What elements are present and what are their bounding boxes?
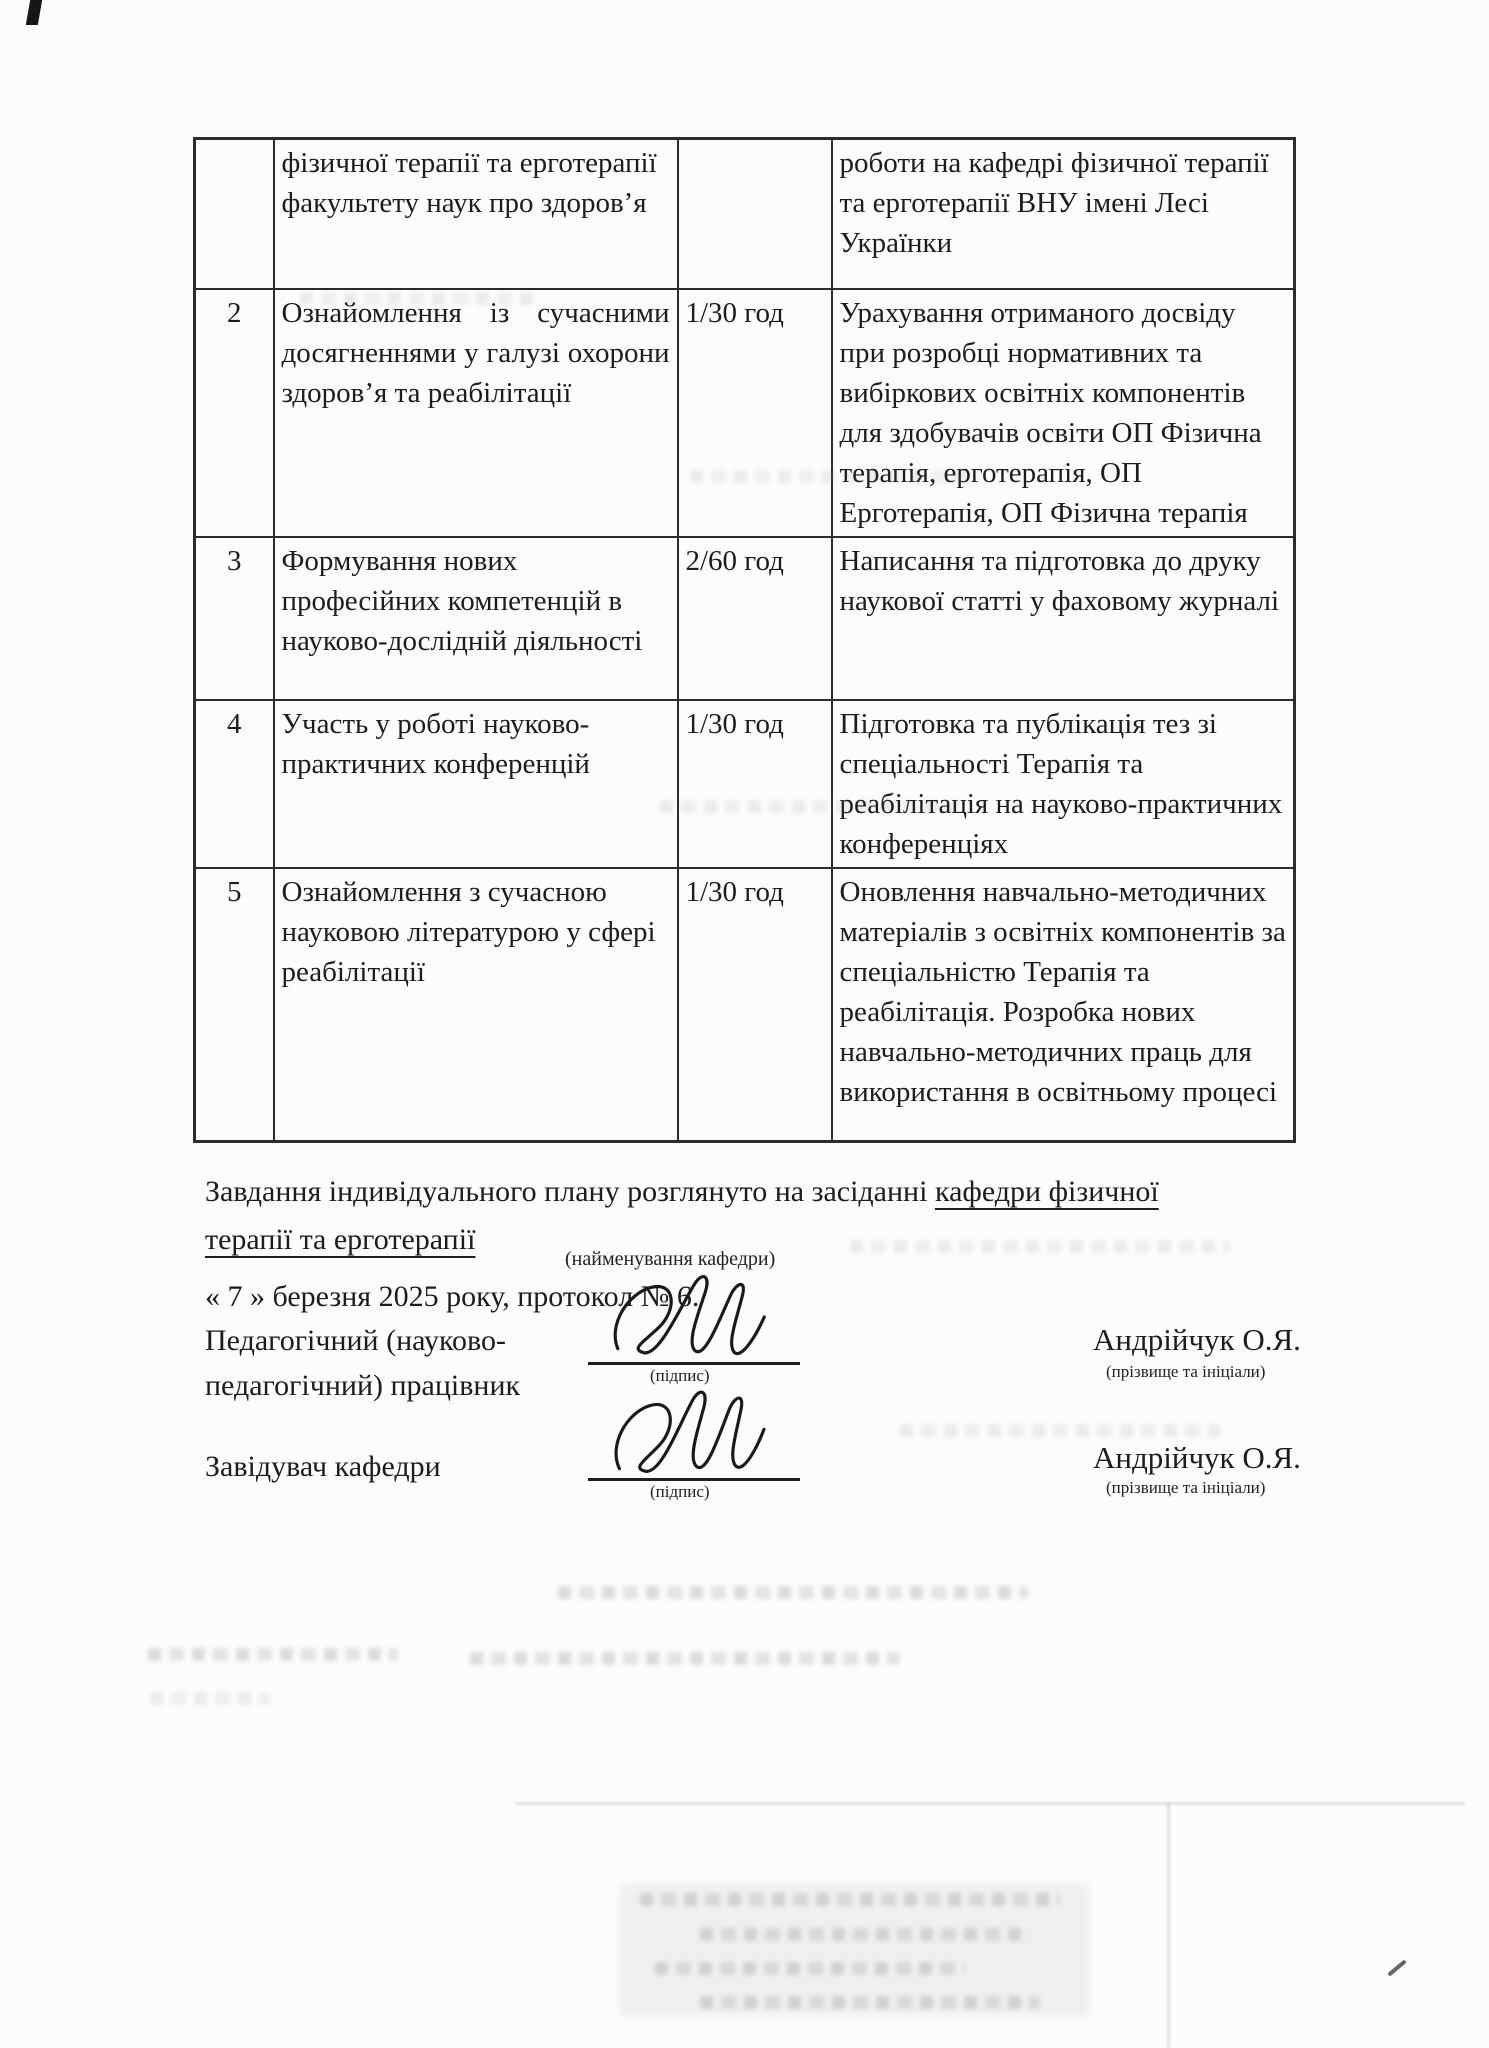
signature-stroke bbox=[600, 1264, 788, 1376]
name-caption: (прізвище та ініціали) bbox=[1106, 1478, 1266, 1497]
result-text: Оновлення навчально-методичних матеріалів з освітніх компонентів за спеціальністю Терапія та реабілітація. Розробка нових навчально-методичних праць для використання в освітньому процесі bbox=[832, 868, 1295, 1142]
task-text: Формування нових професійних компетенцій в науково-дослідній діяльності bbox=[274, 537, 678, 700]
row-number: 2 bbox=[195, 289, 274, 537]
name-caption: (прізвище та ініціали) bbox=[1106, 1362, 1266, 1381]
bleedthrough-artifact bbox=[700, 1996, 1040, 2009]
task-text: Ознайомлення із сучасними досягненнями у галузі охорони здоров’я та реабілітації bbox=[274, 289, 678, 537]
bleedthrough-artifact bbox=[558, 1586, 1028, 1599]
table-row bbox=[195, 700, 1295, 868]
bleedthrough-artifact bbox=[700, 1928, 1030, 1941]
task-text: фізичної терапії та ерготерапії факультету наук про здоров’я bbox=[274, 139, 678, 289]
department-name: кафедри фізичної bbox=[934, 1175, 1159, 1208]
bleedthrough-artifact bbox=[900, 1424, 1220, 1437]
department-name: терапії та ерготерапії bbox=[205, 1223, 476, 1256]
hours-text: 1/30 год bbox=[678, 868, 832, 1142]
meeting-text: Завдання індивідуального плану розглянуто на засіданні bbox=[205, 1175, 935, 1208]
signature-caption: (підпис) bbox=[650, 1482, 710, 1501]
pen-mark bbox=[1387, 1959, 1406, 1976]
signer-role: Педагогічний (науково-педагогічний) працівник bbox=[205, 1324, 521, 1402]
result-text: роботи на кафедрі фізичної терапії та ерготерапії ВНУ імені Лесі Українки bbox=[832, 139, 1295, 289]
task-text: Ознайомлення з сучасною науковою літературою у сфері реабілітації bbox=[274, 868, 678, 1142]
hours-text: 1/30 год bbox=[678, 289, 832, 537]
bleedthrough-artifact bbox=[640, 1893, 1060, 1906]
bleedthrough-artifact bbox=[300, 292, 540, 305]
bleedthrough-artifact bbox=[150, 1692, 270, 1705]
bleedthrough-artifact bbox=[655, 1962, 965, 1975]
signature-line bbox=[588, 1394, 800, 1481]
bleedthrough-artifact bbox=[690, 470, 970, 483]
individual-plan-table bbox=[193, 137, 1296, 1143]
table-row bbox=[195, 868, 1295, 1142]
table-row bbox=[195, 537, 1295, 700]
signature-caption: (підпис) bbox=[650, 1366, 710, 1385]
bleedthrough-artifact bbox=[850, 1240, 1230, 1253]
signer-name: Андрійчук О.Я. bbox=[1093, 1322, 1301, 1357]
hours-text bbox=[678, 139, 832, 289]
signer-role: Завідувач кафедри bbox=[205, 1450, 441, 1483]
table-row bbox=[195, 139, 1295, 289]
bleedthrough-artifact bbox=[148, 1648, 398, 1661]
result-text: Написання та підготовка до друку наукової статті у фаховому журналі bbox=[832, 537, 1295, 700]
row-number bbox=[195, 139, 274, 289]
date-protocol-line: « 7 » березня 2025 року, протокол № 6. bbox=[205, 1280, 700, 1313]
signer-name: Андрійчук О.Я. bbox=[1093, 1440, 1301, 1475]
signature-line bbox=[588, 1278, 800, 1365]
hours-text: 1/30 год bbox=[678, 700, 832, 868]
signature-stroke bbox=[597, 1375, 791, 1497]
result-text: Підготовка та публікація тез зі спеціальності Терапія та реабілітація на науково-практичних конференціях bbox=[832, 700, 1295, 868]
table-row bbox=[195, 289, 1295, 537]
task-text: Участь у роботі науково-практичних конференцій bbox=[274, 700, 678, 868]
department-caption: (найменування кафедри) bbox=[565, 1248, 776, 1270]
row-number: 4 bbox=[195, 700, 274, 868]
scan-corner-mark bbox=[26, 0, 42, 25]
row-number: 3 bbox=[195, 537, 274, 700]
row-number: 5 bbox=[195, 868, 274, 1142]
bleedthrough-artifact bbox=[515, 1802, 1465, 1805]
hours-text: 2/60 год bbox=[678, 537, 832, 700]
result-text: Урахування отриманого досвіду при розробці нормативних та вибіркових освітніх компонентів для здобувачів освіти ОП Фізична терапія, ерготерапія, ОП Ерготерапія, ОП Фізична терапія bbox=[832, 289, 1295, 537]
bleedthrough-artifact bbox=[660, 800, 960, 813]
bleedthrough-artifact bbox=[470, 1652, 900, 1665]
bleedthrough-artifact bbox=[1167, 1803, 1170, 2048]
